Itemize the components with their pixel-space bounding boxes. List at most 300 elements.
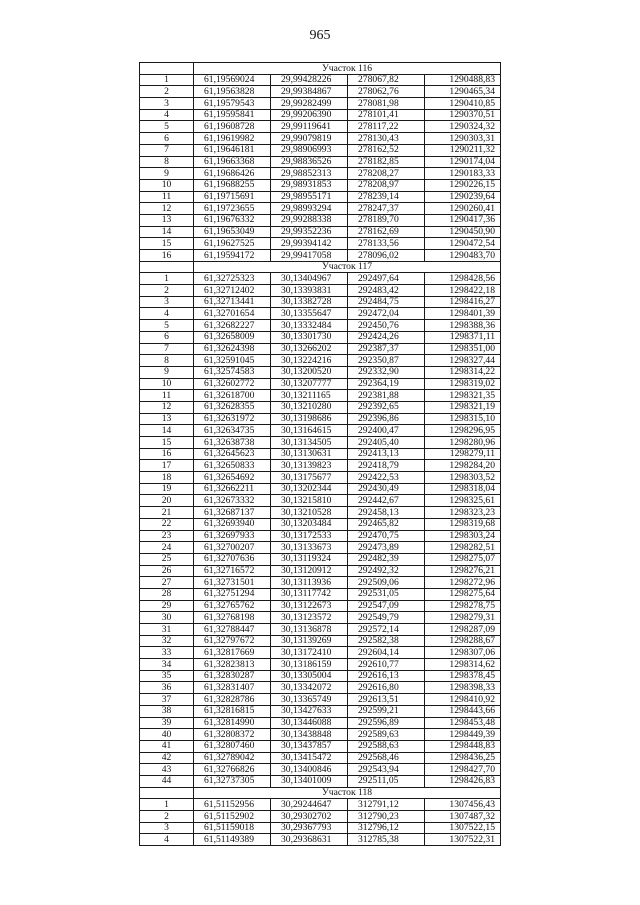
longitude-cell: 30,13437857 xyxy=(271,740,348,752)
point-number-cell: 18 xyxy=(140,472,194,484)
x-coordinate-cell: 278117,22 xyxy=(348,121,425,133)
point-number-cell: 15 xyxy=(140,238,194,250)
longitude-cell: 30,13164615 xyxy=(271,425,348,437)
y-coordinate-cell: 1298449,39 xyxy=(425,729,501,741)
point-number-cell: 23 xyxy=(140,530,194,542)
x-coordinate-cell: 278130,43 xyxy=(348,133,425,145)
longitude-cell: 29,99394142 xyxy=(271,238,348,250)
point-number-cell: 11 xyxy=(140,191,194,203)
longitude-cell: 30,13172533 xyxy=(271,530,348,542)
table-row xyxy=(140,448,501,460)
table-row xyxy=(140,366,501,378)
point-number-cell: 5 xyxy=(140,320,194,332)
y-coordinate-cell: 1298410,92 xyxy=(425,694,501,706)
x-coordinate-cell: 278101,41 xyxy=(348,109,425,121)
x-coordinate-cell: 292396,86 xyxy=(348,413,425,425)
longitude-cell: 29,99282499 xyxy=(271,98,348,110)
y-coordinate-cell: 1298321,35 xyxy=(425,390,501,402)
longitude-cell: 30,13400846 xyxy=(271,764,348,776)
y-coordinate-cell: 1298428,56 xyxy=(425,273,501,285)
latitude-cell: 61,19608728 xyxy=(194,121,271,133)
point-number-cell: 15 xyxy=(140,437,194,449)
x-coordinate-cell: 292509,06 xyxy=(348,577,425,589)
longitude-cell: 30,13175677 xyxy=(271,472,348,484)
table-row xyxy=(140,740,501,752)
longitude-cell: 30,13365749 xyxy=(271,694,348,706)
y-coordinate-cell: 1298319,02 xyxy=(425,378,501,390)
x-coordinate-cell: 292405,40 xyxy=(348,437,425,449)
longitude-cell: 30,13355647 xyxy=(271,308,348,320)
y-coordinate-cell: 1298371,11 xyxy=(425,331,501,343)
x-coordinate-cell: 292588,63 xyxy=(348,740,425,752)
table-row xyxy=(140,238,501,250)
table-row xyxy=(140,285,501,297)
table-row xyxy=(140,98,501,110)
longitude-cell: 30,13207777 xyxy=(271,378,348,390)
point-number-cell: 10 xyxy=(140,179,194,191)
longitude-cell: 29,98955171 xyxy=(271,191,348,203)
x-coordinate-cell: 292511,05 xyxy=(348,775,425,787)
table-row xyxy=(140,834,501,846)
table-row xyxy=(140,343,501,355)
table-row xyxy=(140,320,501,332)
latitude-cell: 61,19646181 xyxy=(194,144,271,156)
y-coordinate-cell: 1298436,25 xyxy=(425,752,501,764)
latitude-cell: 61,51159018 xyxy=(194,822,271,834)
x-coordinate-cell: 312796,12 xyxy=(348,822,425,834)
y-coordinate-cell: 1298278,75 xyxy=(425,600,501,612)
y-coordinate-cell: 1290417,36 xyxy=(425,214,501,226)
table-row xyxy=(140,577,501,589)
point-number-cell: 2 xyxy=(140,86,194,98)
longitude-cell: 30,13332484 xyxy=(271,320,348,332)
x-coordinate-cell: 292589,63 xyxy=(348,729,425,741)
point-number-cell: 4 xyxy=(140,308,194,320)
table-row xyxy=(140,507,501,519)
point-number-cell: 1 xyxy=(140,273,194,285)
longitude-cell: 30,13211165 xyxy=(271,390,348,402)
point-number-cell: 3 xyxy=(140,822,194,834)
table-row xyxy=(140,109,501,121)
x-coordinate-cell: 278208,27 xyxy=(348,168,425,180)
longitude-cell: 29,98852313 xyxy=(271,168,348,180)
x-coordinate-cell: 292531,05 xyxy=(348,588,425,600)
y-coordinate-cell: 1298314,22 xyxy=(425,366,501,378)
table-row xyxy=(140,705,501,717)
point-number-cell: 21 xyxy=(140,507,194,519)
longitude-cell: 30,13404967 xyxy=(271,273,348,285)
x-coordinate-cell: 292350,87 xyxy=(348,355,425,367)
latitude-cell: 61,32602772 xyxy=(194,378,271,390)
point-number-cell: 16 xyxy=(140,250,194,262)
latitude-cell: 61,32789042 xyxy=(194,752,271,764)
point-number-cell: 7 xyxy=(140,343,194,355)
longitude-cell: 30,29368631 xyxy=(271,834,348,846)
y-coordinate-cell: 1298282,51 xyxy=(425,542,501,554)
table-row xyxy=(140,273,501,285)
point-number-cell: 34 xyxy=(140,659,194,671)
x-coordinate-cell: 292422,53 xyxy=(348,472,425,484)
latitude-cell: 61,32618700 xyxy=(194,390,271,402)
point-number-cell: 2 xyxy=(140,811,194,823)
latitude-cell: 61,19594172 xyxy=(194,250,271,262)
x-coordinate-cell: 292413,13 xyxy=(348,448,425,460)
x-coordinate-cell: 292332,90 xyxy=(348,366,425,378)
latitude-cell: 61,19563828 xyxy=(194,86,271,98)
latitude-cell: 61,19686426 xyxy=(194,168,271,180)
point-number-cell: 1 xyxy=(140,799,194,811)
table-row xyxy=(140,378,501,390)
latitude-cell: 61,32638738 xyxy=(194,437,271,449)
table-row xyxy=(140,659,501,671)
x-coordinate-cell: 292473,89 xyxy=(348,542,425,554)
longitude-cell: 30,13139823 xyxy=(271,460,348,472)
x-coordinate-cell: 292543,94 xyxy=(348,764,425,776)
point-number-cell: 40 xyxy=(140,729,194,741)
x-coordinate-cell: 292613,51 xyxy=(348,694,425,706)
x-coordinate-cell: 292484,75 xyxy=(348,296,425,308)
y-coordinate-cell: 1298296,95 xyxy=(425,425,501,437)
longitude-cell: 30,13202344 xyxy=(271,483,348,495)
section-title: Участок 117 xyxy=(194,261,501,273)
point-number-cell: 26 xyxy=(140,565,194,577)
point-number-cell: 4 xyxy=(140,109,194,121)
point-number-cell: 13 xyxy=(140,413,194,425)
longitude-cell: 30,13198686 xyxy=(271,413,348,425)
latitude-cell: 61,32574583 xyxy=(194,366,271,378)
table-row xyxy=(140,203,501,215)
x-coordinate-cell: 292568,46 xyxy=(348,752,425,764)
longitude-cell: 29,98836526 xyxy=(271,156,348,168)
y-coordinate-cell: 1298284,20 xyxy=(425,460,501,472)
y-coordinate-cell: 1298303,24 xyxy=(425,530,501,542)
table-row xyxy=(140,156,501,168)
longitude-cell: 30,29302702 xyxy=(271,811,348,823)
point-number-cell: 25 xyxy=(140,553,194,565)
y-coordinate-cell: 1298275,07 xyxy=(425,553,501,565)
point-number-cell: 10 xyxy=(140,378,194,390)
longitude-cell: 30,13446088 xyxy=(271,717,348,729)
table-row xyxy=(140,191,501,203)
x-coordinate-cell: 292482,39 xyxy=(348,553,425,565)
y-coordinate-cell: 1290488,83 xyxy=(425,74,501,86)
latitude-cell: 61,32766826 xyxy=(194,764,271,776)
section-header-row xyxy=(140,261,501,273)
point-number-cell: 28 xyxy=(140,588,194,600)
x-coordinate-cell: 292470,75 xyxy=(348,530,425,542)
x-coordinate-cell: 278162,52 xyxy=(348,144,425,156)
table-row xyxy=(140,542,501,554)
longitude-cell: 30,13134505 xyxy=(271,437,348,449)
y-coordinate-cell: 1298288,67 xyxy=(425,635,501,647)
section-header-blank-cell xyxy=(140,787,194,799)
y-coordinate-cell: 1298276,21 xyxy=(425,565,501,577)
table-row xyxy=(140,390,501,402)
longitude-cell: 30,13117742 xyxy=(271,588,348,600)
point-number-cell: 17 xyxy=(140,460,194,472)
latitude-cell: 61,32673332 xyxy=(194,495,271,507)
latitude-cell: 61,19723655 xyxy=(194,203,271,215)
longitude-cell: 30,13401009 xyxy=(271,775,348,787)
x-coordinate-cell: 292596,89 xyxy=(348,717,425,729)
table-row xyxy=(140,729,501,741)
table-row xyxy=(140,624,501,636)
x-coordinate-cell: 278208,97 xyxy=(348,179,425,191)
table-row xyxy=(140,226,501,238)
latitude-cell: 61,32700207 xyxy=(194,542,271,554)
x-coordinate-cell: 278067,82 xyxy=(348,74,425,86)
longitude-cell: 29,99206390 xyxy=(271,109,348,121)
latitude-cell: 61,19569024 xyxy=(194,74,271,86)
latitude-cell: 61,32650833 xyxy=(194,460,271,472)
table-row xyxy=(140,86,501,98)
x-coordinate-cell: 292549,79 xyxy=(348,612,425,624)
point-number-cell: 37 xyxy=(140,694,194,706)
x-coordinate-cell: 292483,42 xyxy=(348,285,425,297)
page-number: 965 xyxy=(309,28,331,43)
table-row xyxy=(140,530,501,542)
y-coordinate-cell: 1298416,27 xyxy=(425,296,501,308)
latitude-cell: 61,19627525 xyxy=(194,238,271,250)
y-coordinate-cell: 1290324,32 xyxy=(425,121,501,133)
table-row xyxy=(140,483,501,495)
point-number-cell: 19 xyxy=(140,483,194,495)
point-number-cell: 11 xyxy=(140,390,194,402)
table-row xyxy=(140,179,501,191)
point-number-cell: 7 xyxy=(140,144,194,156)
point-number-cell: 35 xyxy=(140,670,194,682)
x-coordinate-cell: 292458,13 xyxy=(348,507,425,519)
point-number-cell: 9 xyxy=(140,168,194,180)
y-coordinate-cell: 1290303,31 xyxy=(425,133,501,145)
point-number-cell: 6 xyxy=(140,331,194,343)
point-number-cell: 9 xyxy=(140,366,194,378)
x-coordinate-cell: 292381,88 xyxy=(348,390,425,402)
y-coordinate-cell: 1298378,45 xyxy=(425,670,501,682)
x-coordinate-cell: 292472,04 xyxy=(348,308,425,320)
x-coordinate-cell: 292418,79 xyxy=(348,460,425,472)
table-row xyxy=(140,308,501,320)
point-number-cell: 3 xyxy=(140,98,194,110)
table-row xyxy=(140,822,501,834)
section-header-blank-cell xyxy=(140,63,194,75)
longitude-cell: 30,13266202 xyxy=(271,343,348,355)
y-coordinate-cell: 1290483,70 xyxy=(425,250,501,262)
table-row xyxy=(140,121,501,133)
longitude-cell: 30,13393831 xyxy=(271,285,348,297)
longitude-cell: 30,13119324 xyxy=(271,553,348,565)
x-coordinate-cell: 292604,14 xyxy=(348,647,425,659)
point-number-cell: 32 xyxy=(140,635,194,647)
table-row xyxy=(140,460,501,472)
table-row xyxy=(140,600,501,612)
latitude-cell: 61,32823813 xyxy=(194,659,271,671)
y-coordinate-cell: 1298443,66 xyxy=(425,705,501,717)
longitude-cell: 29,99417058 xyxy=(271,250,348,262)
point-number-cell: 14 xyxy=(140,226,194,238)
longitude-cell: 30,13301730 xyxy=(271,331,348,343)
table-row xyxy=(140,799,501,811)
y-coordinate-cell: 1298401,39 xyxy=(425,308,501,320)
latitude-cell: 61,32831407 xyxy=(194,682,271,694)
point-number-cell: 41 xyxy=(140,740,194,752)
latitude-cell: 61,32807460 xyxy=(194,740,271,752)
point-number-cell: 1 xyxy=(140,74,194,86)
x-coordinate-cell: 292364,19 xyxy=(348,378,425,390)
latitude-cell: 61,32645623 xyxy=(194,448,271,460)
longitude-cell: 29,98906993 xyxy=(271,144,348,156)
point-number-cell: 43 xyxy=(140,764,194,776)
longitude-cell: 29,99384867 xyxy=(271,86,348,98)
x-coordinate-cell: 292616,13 xyxy=(348,670,425,682)
point-number-cell: 13 xyxy=(140,214,194,226)
x-coordinate-cell: 292450,76 xyxy=(348,320,425,332)
y-coordinate-cell: 1298388,36 xyxy=(425,320,501,332)
y-coordinate-cell: 1290260,41 xyxy=(425,203,501,215)
y-coordinate-cell: 1290183,33 xyxy=(425,168,501,180)
latitude-cell: 61,32628355 xyxy=(194,401,271,413)
point-number-cell: 39 xyxy=(140,717,194,729)
x-coordinate-cell: 292616,80 xyxy=(348,682,425,694)
longitude-cell: 30,13200520 xyxy=(271,366,348,378)
y-coordinate-cell: 1298426,83 xyxy=(425,775,501,787)
point-number-cell: 31 xyxy=(140,624,194,636)
latitude-cell: 61,19663368 xyxy=(194,156,271,168)
x-coordinate-cell: 278062,76 xyxy=(348,86,425,98)
latitude-cell: 61,19715691 xyxy=(194,191,271,203)
y-coordinate-cell: 1298315,10 xyxy=(425,413,501,425)
longitude-cell: 30,13305004 xyxy=(271,670,348,682)
y-coordinate-cell: 1290410,85 xyxy=(425,98,501,110)
table-row xyxy=(140,635,501,647)
longitude-cell: 30,13427633 xyxy=(271,705,348,717)
latitude-cell: 61,32725323 xyxy=(194,273,271,285)
latitude-cell: 61,32707636 xyxy=(194,553,271,565)
latitude-cell: 61,19595841 xyxy=(194,109,271,121)
latitude-cell: 61,51149389 xyxy=(194,834,271,846)
latitude-cell: 61,32751294 xyxy=(194,588,271,600)
y-coordinate-cell: 1290465,34 xyxy=(425,86,501,98)
table-row xyxy=(140,495,501,507)
x-coordinate-cell: 292442,67 xyxy=(348,495,425,507)
y-coordinate-cell: 1290450,90 xyxy=(425,226,501,238)
longitude-cell: 30,29367793 xyxy=(271,822,348,834)
x-coordinate-cell: 292599,21 xyxy=(348,705,425,717)
x-coordinate-cell: 312791,12 xyxy=(348,799,425,811)
x-coordinate-cell: 292497,64 xyxy=(348,273,425,285)
table-row xyxy=(140,612,501,624)
point-number-cell: 33 xyxy=(140,647,194,659)
longitude-cell: 30,13139269 xyxy=(271,635,348,647)
latitude-cell: 61,32817669 xyxy=(194,647,271,659)
table-row xyxy=(140,694,501,706)
longitude-cell: 30,13438848 xyxy=(271,729,348,741)
y-coordinate-cell: 1290472,54 xyxy=(425,238,501,250)
latitude-cell: 61,32712402 xyxy=(194,285,271,297)
table-row xyxy=(140,811,501,823)
x-coordinate-cell: 292547,09 xyxy=(348,600,425,612)
point-number-cell: 8 xyxy=(140,355,194,367)
table-row xyxy=(140,518,501,530)
point-number-cell: 36 xyxy=(140,682,194,694)
latitude-cell: 61,32662211 xyxy=(194,483,271,495)
x-coordinate-cell: 312790,23 xyxy=(348,811,425,823)
x-coordinate-cell: 292610,77 xyxy=(348,659,425,671)
point-number-cell: 5 xyxy=(140,121,194,133)
y-coordinate-cell: 1298307,06 xyxy=(425,647,501,659)
y-coordinate-cell: 1290211,32 xyxy=(425,144,501,156)
y-coordinate-cell: 1307522,15 xyxy=(425,822,501,834)
latitude-cell: 61,32716572 xyxy=(194,565,271,577)
latitude-cell: 61,19619982 xyxy=(194,133,271,145)
x-coordinate-cell: 278133,56 xyxy=(348,238,425,250)
table-row xyxy=(140,472,501,484)
x-coordinate-cell: 292400,47 xyxy=(348,425,425,437)
latitude-cell: 61,32814990 xyxy=(194,717,271,729)
y-coordinate-cell: 1307487,32 xyxy=(425,811,501,823)
latitude-cell: 61,32830287 xyxy=(194,670,271,682)
y-coordinate-cell: 1298319,68 xyxy=(425,518,501,530)
point-number-cell: 12 xyxy=(140,401,194,413)
latitude-cell: 61,32765762 xyxy=(194,600,271,612)
y-coordinate-cell: 1298323,23 xyxy=(425,507,501,519)
section-header-blank-cell xyxy=(140,261,194,273)
x-coordinate-cell: 292387,37 xyxy=(348,343,425,355)
longitude-cell: 30,13215810 xyxy=(271,495,348,507)
longitude-cell: 30,13203484 xyxy=(271,518,348,530)
table-row xyxy=(140,144,501,156)
longitude-cell: 30,13133673 xyxy=(271,542,348,554)
longitude-cell: 30,13136878 xyxy=(271,624,348,636)
latitude-cell: 61,32687137 xyxy=(194,507,271,519)
latitude-cell: 61,51152956 xyxy=(194,799,271,811)
point-number-cell: 2 xyxy=(140,285,194,297)
point-number-cell: 27 xyxy=(140,577,194,589)
latitude-cell: 61,32797672 xyxy=(194,635,271,647)
table-row xyxy=(140,355,501,367)
table-row xyxy=(140,74,501,86)
x-coordinate-cell: 278162,69 xyxy=(348,226,425,238)
x-coordinate-cell: 292392,65 xyxy=(348,401,425,413)
y-coordinate-cell: 1298279,31 xyxy=(425,612,501,624)
table-row xyxy=(140,775,501,787)
x-coordinate-cell: 278239,14 xyxy=(348,191,425,203)
x-coordinate-cell: 292572,14 xyxy=(348,624,425,636)
longitude-cell: 30,13122673 xyxy=(271,600,348,612)
table-row xyxy=(140,553,501,565)
y-coordinate-cell: 1298321,19 xyxy=(425,401,501,413)
table-row xyxy=(140,296,501,308)
table-row xyxy=(140,565,501,577)
longitude-cell: 30,13120912 xyxy=(271,565,348,577)
table-row xyxy=(140,413,501,425)
table-row xyxy=(140,670,501,682)
latitude-cell: 61,19579543 xyxy=(194,98,271,110)
longitude-cell: 30,13123572 xyxy=(271,612,348,624)
x-coordinate-cell: 278096,02 xyxy=(348,250,425,262)
point-number-cell: 29 xyxy=(140,600,194,612)
point-number-cell: 30 xyxy=(140,612,194,624)
y-coordinate-cell: 1298279,11 xyxy=(425,448,501,460)
x-coordinate-cell: 312785,38 xyxy=(348,834,425,846)
y-coordinate-cell: 1298272,96 xyxy=(425,577,501,589)
longitude-cell: 29,98993294 xyxy=(271,203,348,215)
longitude-cell: 29,98931853 xyxy=(271,179,348,191)
longitude-cell: 30,13342072 xyxy=(271,682,348,694)
latitude-cell: 61,32808372 xyxy=(194,729,271,741)
latitude-cell: 61,19688255 xyxy=(194,179,271,191)
latitude-cell: 61,32731501 xyxy=(194,577,271,589)
